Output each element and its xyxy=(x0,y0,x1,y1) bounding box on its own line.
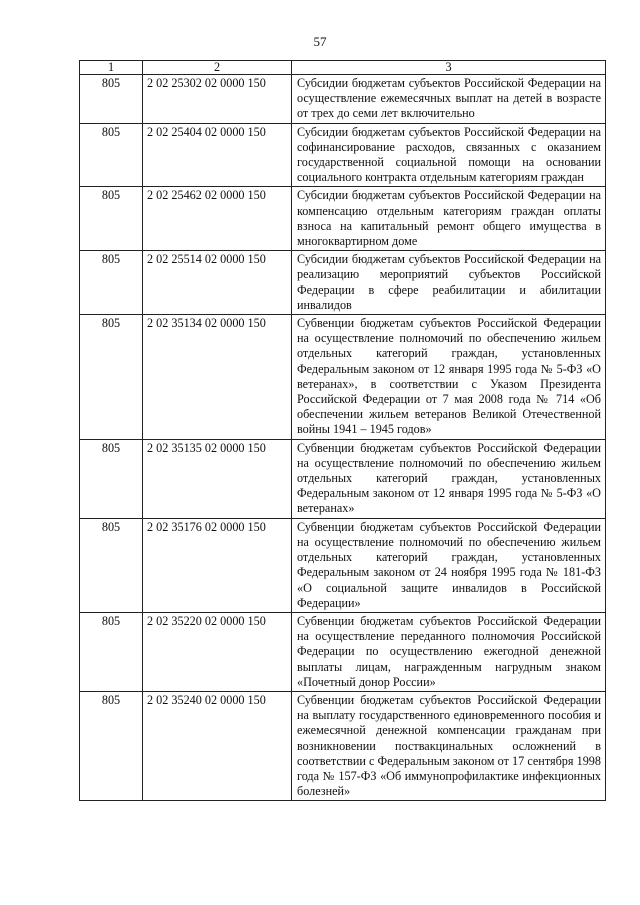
table-row xyxy=(80,439,606,518)
budget-code-cell: 2 02 25514 02 0000 150 xyxy=(143,251,292,315)
table-row xyxy=(80,187,606,251)
budget-code-cell: 2 02 35135 02 0000 150 xyxy=(143,439,292,518)
budget-codes-table xyxy=(79,60,606,801)
description-cell: Субвенции бюджетам субъектов Российской Федерации на выплату государственного единовременного пособия и ежемесячной денежной компенсации гражданам при возникновении поствакцинальных осложнений в соответствии с Федеральным законом от 17 сентября 1998 года № 157-ФЗ «Об иммунопрофилактике инфекционных болезней» xyxy=(292,691,606,800)
admin-code-cell: 805 xyxy=(80,612,143,691)
table-body xyxy=(80,75,606,801)
admin-code-cell: 805 xyxy=(80,691,143,800)
table-header xyxy=(80,61,606,75)
description-cell: Субвенции бюджетам субъектов Российской Федерации на осуществление полномочий по обеспечению жильем отдельных категорий граждан, установленных Федеральным законом от 12 января 1995 года № 5-ФЗ «О ветеранах» xyxy=(292,439,606,518)
description-cell: Субвенции бюджетам субъектов Российской Федерации на осуществление переданного полномочия Российской Федерации по осуществлению ежегодной денежной выплаты лицам, награжденным нагрудным знаком «Почетный донор России» xyxy=(292,612,606,691)
admin-code-cell: 805 xyxy=(80,75,143,124)
header-row xyxy=(80,61,606,75)
table-row xyxy=(80,691,606,800)
table-row xyxy=(80,123,606,187)
budget-code-cell: 2 02 25302 02 0000 150 xyxy=(143,75,292,124)
admin-code-cell: 805 xyxy=(80,251,143,315)
page-number: 57 xyxy=(313,34,327,49)
budget-code-cell: 2 02 35220 02 0000 150 xyxy=(143,612,292,691)
description-cell: Субвенции бюджетам субъектов Российской Федерации на осуществление полномочий по обеспечению жильем отдельных категорий граждан, установленных Федеральным законом от 24 ноября 1995 года № 181-ФЗ «О социальной защите инвалидов в Российской Федерации» xyxy=(292,518,606,612)
budget-code-cell: 2 02 35134 02 0000 150 xyxy=(143,315,292,440)
budget-code-cell: 2 02 25462 02 0000 150 xyxy=(143,187,292,251)
table-row xyxy=(80,75,606,124)
admin-code-cell: 805 xyxy=(80,518,143,612)
budget-code-cell: 2 02 35176 02 0000 150 xyxy=(143,518,292,612)
table-row xyxy=(80,251,606,315)
column-header-1: 1 xyxy=(80,61,143,75)
description-cell: Субсидии бюджетам субъектов Российской Федерации на реализацию мероприятий субъектов Российской Федерации в сфере реабилитации и абилитации инвалидов xyxy=(292,251,606,315)
budget-code-cell: 2 02 35240 02 0000 150 xyxy=(143,691,292,800)
admin-code-cell: 805 xyxy=(80,123,143,187)
description-cell: Субсидии бюджетам субъектов Российской Федерации на софинансирование расходов, связанных с оказанием государственной социальной помощи на основании социального контракта отдельным категориям граждан xyxy=(292,123,606,187)
table-row xyxy=(80,612,606,691)
description-cell: Субвенции бюджетам субъектов Российской Федерации на осуществление полномочий по обеспечению жильем отдельных категорий граждан, установленных Федеральным законом от 12 января 1995 года № 5-ФЗ «О ветеранах», в соответствии с Указом Президента Российской Федерации от 7 мая 2008 года № 714 «Об обеспечении жильем ветеранов Великой Отечественной войны 1941 – 1945 годов» xyxy=(292,315,606,440)
column-header-2: 2 xyxy=(143,61,292,75)
table-row xyxy=(80,518,606,612)
budget-code-cell: 2 02 25404 02 0000 150 xyxy=(143,123,292,187)
column-header-3: 3 xyxy=(292,61,606,75)
table-row xyxy=(80,315,606,440)
description-cell: Субсидии бюджетам субъектов Российской Федерации на компенсацию отдельным категориям граждан оплаты взноса на капитальный ремонт общего имущества в многоквартирном доме xyxy=(292,187,606,251)
description-cell: Субсидии бюджетам субъектов Российской Федерации на осуществление ежемесячных выплат на детей в возрасте от трех до семи лет включительно xyxy=(292,75,606,124)
admin-code-cell: 805 xyxy=(80,315,143,440)
admin-code-cell: 805 xyxy=(80,439,143,518)
admin-code-cell: 805 xyxy=(80,187,143,251)
